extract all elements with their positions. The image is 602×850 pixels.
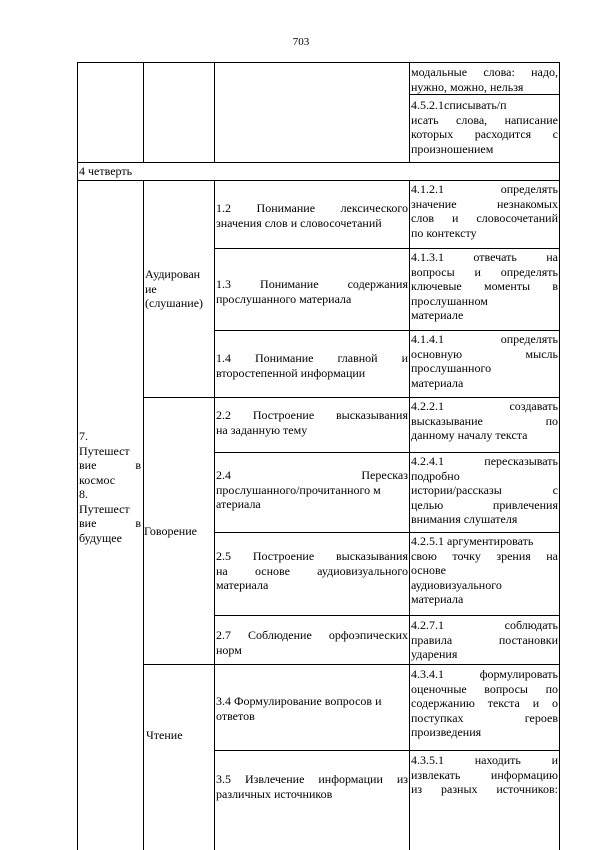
skill-2-7: 2.7 Соблюдение орфоэпических норм <box>216 628 408 657</box>
page-number: 703 <box>292 36 310 48</box>
objective-4-5-2-1: 4.5.2.1списывать/п исать слова, написание которых расходится с произношением <box>411 98 558 156</box>
section-listening: Аудирован ие (слушание) <box>145 267 204 310</box>
skill-1-2: 1.2 Понимание лексического значения слов и словосочетаний <box>216 201 408 230</box>
curriculum-table <box>77 62 560 850</box>
skill-2-4: 2.4 Пересказ прослушанного/прочитанного м атериала <box>216 468 408 511</box>
objective-4-1-3-1: 4.1.3.1 отвечать на вопросы и определять ключевые моменты в прослушанном материале <box>411 250 558 322</box>
objective-4-3-4-1: 4.3.4.1 формулировать оценочные вопросы по содержанию текста и о поступках героев произведения <box>411 667 558 739</box>
objective-4-2-7-1: 4.2.7.1 соблюдать правила постановки ударения <box>411 618 558 661</box>
objective-4-2-2-1: 4.2.2.1 создавать высказывание по данному началу текста <box>411 399 558 442</box>
skill-2-5: 2.5 Построение высказывания на основе аудиовизуального материала <box>216 549 408 592</box>
skill-2-2: 2.2 Построение высказывания на заданную тему <box>216 408 408 437</box>
objective-4-2-4-1: 4.2.4.1 пересказывать подробно истории/рассказы с целью привлечения внимания слушателя <box>411 454 558 526</box>
objective-modal-words: модальные слова: надо, нужно, можно, нельзя <box>411 65 558 94</box>
section-reading: Чтение <box>146 728 183 742</box>
skill-1-3: 1.3 Понимание содержания прослушанного материала <box>216 277 408 306</box>
objective-4-3-5-1: 4.3.5.1 находить и извлекать информацию из разных источников: <box>411 753 558 796</box>
skill-1-4: 1.4 Понимание главной и второстепенной информации <box>216 351 408 380</box>
section-speaking: Говорение <box>144 524 197 538</box>
skill-3-4: 3.4 Формулирование вопросов и ответов <box>216 694 382 723</box>
quarter-label: 4 четверть <box>79 164 133 178</box>
skill-3-5: 3.5 Извлечение информации из различных источников <box>216 772 408 801</box>
objective-4-1-4-1: 4.1.4.1 определять основную мысль прослушанного материала <box>411 332 558 390</box>
topics-cell: 7. Путешест вие в космос 8. Путешест вие в будущее <box>79 429 141 545</box>
objective-4-2-5-1: 4.2.5.1 аргументировать свою точку зрения на основе аудиовизуального материала <box>411 534 558 606</box>
objective-4-1-2-1: 4.1.2.1 определять значение незнакомых слов и словосочетаний по контексту <box>411 182 558 240</box>
